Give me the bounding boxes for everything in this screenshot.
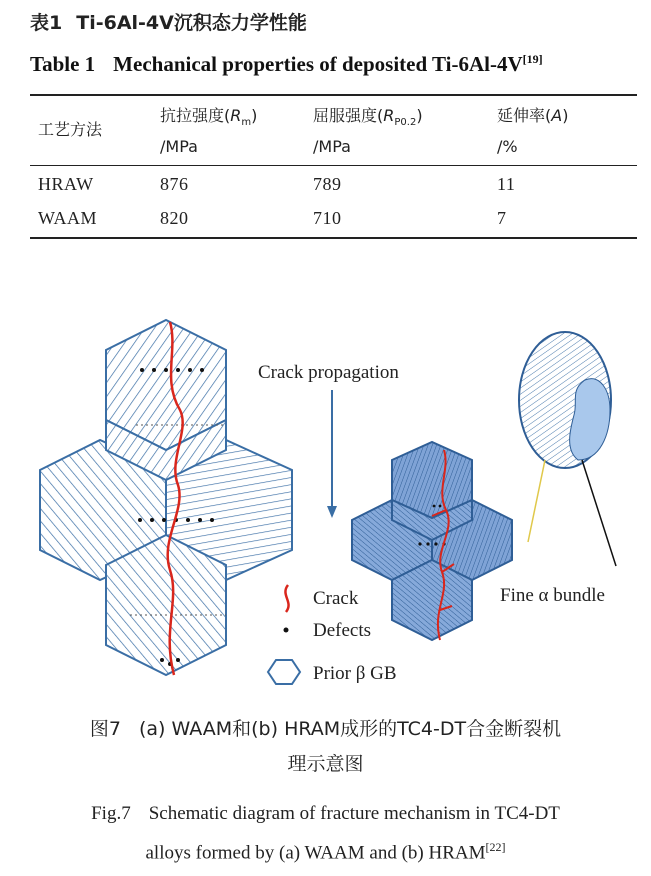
caption-cn-label: 图7	[89, 718, 121, 740]
caption-en-line1	[0, 803, 651, 825]
header-elongation-name: 延伸率	[497, 106, 546, 125]
header-tensile-sub: m	[241, 117, 252, 129]
header-process: 工艺方法	[38, 120, 103, 139]
table-label-en: Table 1	[30, 52, 96, 76]
legend-crack-icon	[285, 585, 288, 612]
header-yield: 屈服强度$(R_{P0.2})$	[313, 106, 423, 129]
fine-alpha-inset	[519, 332, 616, 566]
legend-defects-label: Defects	[313, 620, 372, 641]
header-yield-sub: P0.2	[394, 117, 417, 129]
table-row-2-process: WAAM	[38, 208, 97, 228]
table-title-cn	[30, 8, 307, 35]
table-title-cn-text: Ti-6Al-4V沉积态力学性能	[76, 12, 307, 34]
fine-alpha-label: Fine α bundle	[500, 585, 605, 606]
table-row-1-process: HRAW	[38, 174, 94, 194]
header-elongation: 延伸率(A)	[497, 106, 569, 125]
caption-en-line2	[0, 840, 651, 864]
header-tensile-name: 抗拉强度	[160, 106, 225, 125]
header-tensile: 抗拉强度$(R_m)$	[160, 106, 258, 129]
table-title-en-text: Mechanical properties of deposited Ti-6Al-4V	[113, 52, 523, 76]
table-header-rule	[30, 165, 637, 166]
legend-prior-label: Prior β GB	[313, 663, 397, 684]
table-label-cn: 表1	[30, 12, 63, 34]
caption-en-text-2: alloys formed by (a) WAAM and (b) HRAM	[145, 842, 486, 864]
figure-legend	[268, 585, 397, 684]
legend-crack-label: Crack	[313, 588, 359, 609]
fracture-schematic-figure	[30, 310, 640, 700]
header-elongation-unit: /%	[497, 137, 518, 156]
header-tensile-sym: R	[230, 106, 242, 125]
header-yield-sym: R	[383, 106, 395, 125]
table-row-1-elongation: 11	[497, 174, 516, 194]
header-elongation-sym: A	[551, 106, 563, 125]
header-yield-name: 屈服强度	[313, 106, 378, 125]
caption-en-ref: [22]	[485, 840, 506, 854]
caption-en-text-1: Schematic diagram of fracture mechanism in TC4-DT	[148, 803, 560, 824]
table-title-ref: [19]	[522, 52, 543, 66]
caption-en-label: Fig.7	[91, 803, 131, 824]
table-row-1-tensile: 876	[160, 174, 189, 194]
crack-propagation-arrowhead	[327, 506, 337, 518]
waam-grains	[40, 320, 292, 675]
table-row-1-yield: 789	[313, 174, 342, 194]
caption-cn-line2: 理示意图	[287, 753, 364, 775]
table-title-en	[30, 52, 543, 77]
caption-cn-line1	[0, 714, 651, 741]
crack-propagation-label: Crack propagation	[258, 362, 399, 383]
table-bottom-rule	[30, 237, 637, 239]
table-row-2-elongation: 7	[497, 208, 507, 228]
hram-grains	[352, 442, 512, 640]
header-tensile-unit: /MPa	[160, 137, 198, 156]
table-row-2-yield: 710	[313, 208, 342, 228]
table-top-rule	[30, 94, 637, 96]
table-row-2-tensile: 820	[160, 208, 189, 228]
header-yield-unit: /MPa	[313, 137, 351, 156]
legend-hexagon-icon	[268, 660, 300, 684]
caption-cn-text-1: (a) WAAM和(b) HRAM成形的TC4-DT合金断裂机	[138, 718, 562, 740]
legend-defect-icon	[284, 628, 289, 633]
